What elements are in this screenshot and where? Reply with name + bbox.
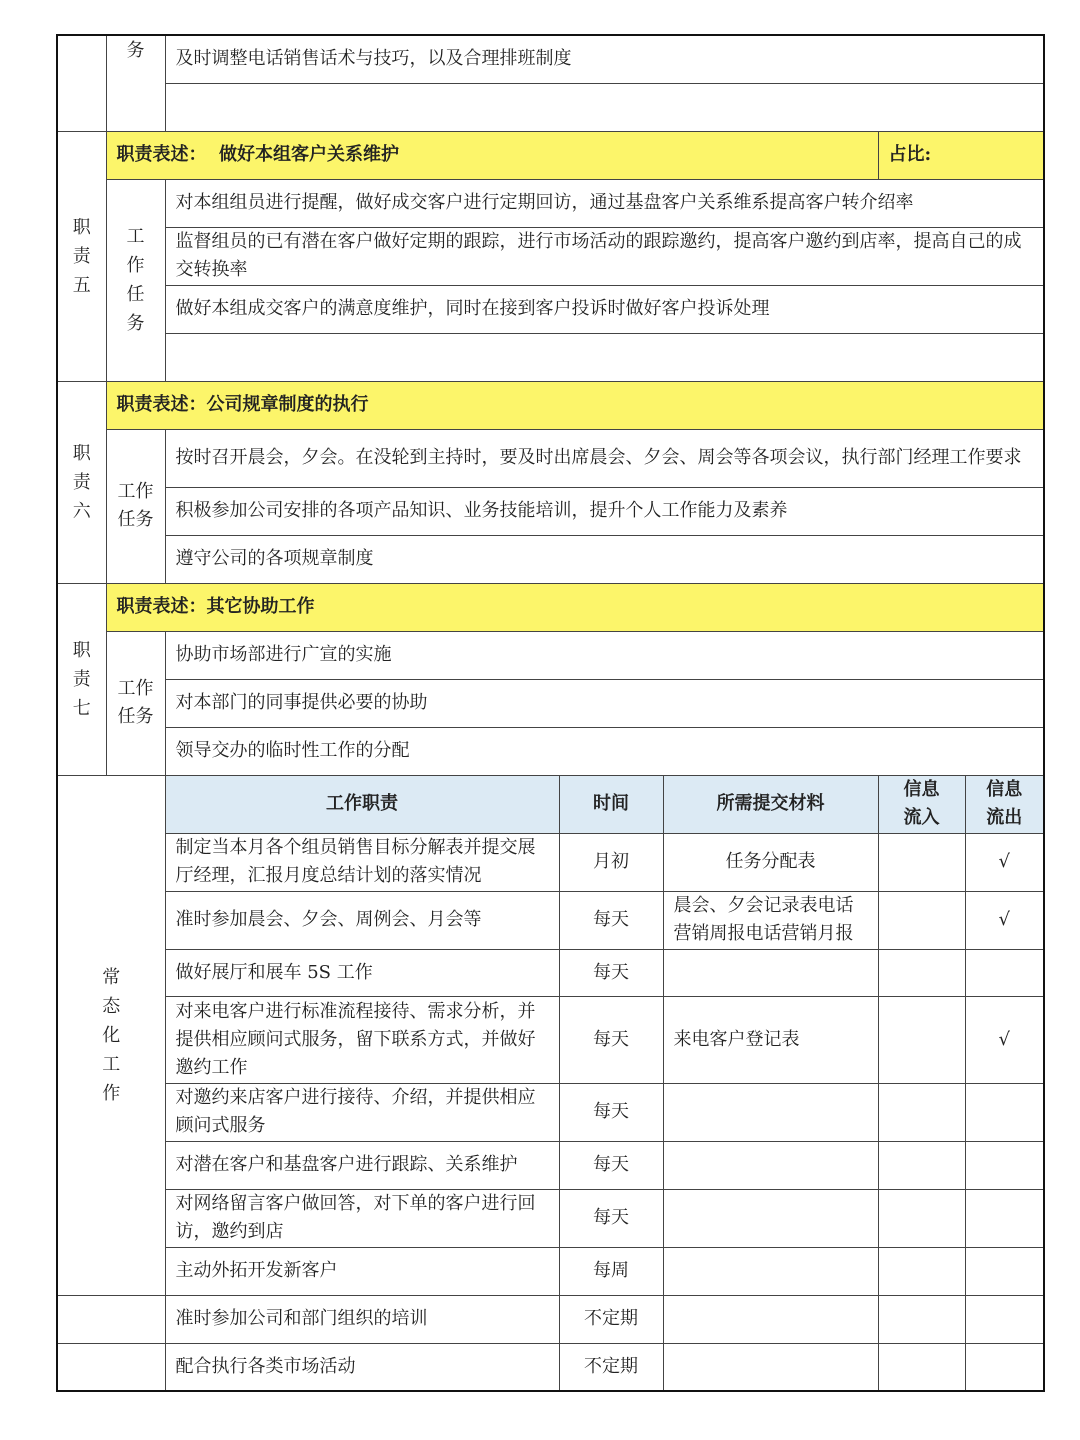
table-row xyxy=(57,1141,1044,1189)
task-item: 领导交办的临时性工作的分配 xyxy=(165,727,1044,775)
row-info-in xyxy=(878,1083,965,1141)
row-info-out xyxy=(965,949,1044,996)
table-row xyxy=(57,996,1044,1083)
row-duty: 对邀约来店客户进行接待、介绍，并提供相应顾问式服务 xyxy=(165,1083,559,1141)
duty-label-5: 职责五 xyxy=(57,131,106,381)
row-duty: 做好展厅和展车 5S 工作 xyxy=(165,949,559,996)
row-materials xyxy=(663,1189,878,1247)
row-duty: 配合执行各类市场活动 xyxy=(165,1343,559,1391)
duty-label-7: 职责七 xyxy=(57,583,106,775)
table-row xyxy=(57,1343,1044,1391)
task-item: 对本部门的同事提供必要的协助 xyxy=(165,679,1044,727)
row-duty: 主动外拓开发新客户 xyxy=(165,1247,559,1295)
row-time: 每天 xyxy=(559,1189,663,1247)
table-row xyxy=(57,1295,1044,1343)
task-item: 及时调整电话销售话术与技巧，以及合理排班制度 xyxy=(165,35,1044,83)
task-item: 遵守公司的各项规章制度 xyxy=(165,535,1044,583)
row-info-out xyxy=(965,1247,1044,1295)
header-info-in: 信息流入 xyxy=(878,775,965,833)
row-materials: 来电客户登记表 xyxy=(663,996,878,1083)
table-row xyxy=(57,1247,1044,1295)
row-time: 每天 xyxy=(559,949,663,996)
statement-text: 做好本组客户关系维护 xyxy=(219,144,400,165)
table-row xyxy=(57,949,1044,996)
row-info-in xyxy=(878,1189,965,1247)
row-info-in xyxy=(878,1295,965,1343)
header-info-out: 信息流出 xyxy=(965,775,1044,833)
row-time: 每天 xyxy=(559,891,663,949)
task-label-7: 工作 任务 xyxy=(106,631,165,775)
row-time: 每天 xyxy=(559,996,663,1083)
statement-prefix: 职责表述： xyxy=(116,144,207,165)
row-materials xyxy=(663,1343,878,1391)
row-info-in xyxy=(878,833,965,891)
ratio-cell: 占比: xyxy=(878,131,1044,179)
task-label-5: 工作任务 xyxy=(106,179,165,381)
header-duty: 工作职责 xyxy=(165,775,559,833)
row-time: 每周 xyxy=(559,1247,663,1295)
row-info-out: √ xyxy=(965,891,1044,949)
row-materials xyxy=(663,1247,878,1295)
row-info-out xyxy=(965,1083,1044,1141)
table-row xyxy=(57,1189,1044,1247)
task-item: 协助市场部进行广宣的实施 xyxy=(165,631,1044,679)
header-materials: 所需提交材料 xyxy=(663,775,878,833)
row-info-out xyxy=(965,1189,1044,1247)
task-label-6: 工作 任务 xyxy=(106,429,165,583)
row-duty: 对网络留言客户做回答，对下单的客户进行回访，邀约到店 xyxy=(165,1189,559,1247)
row-time: 不定期 xyxy=(559,1343,663,1391)
row-duty: 制定当本月各个组员销售目标分解表并提交展厅经理，汇报月度总结计划的落实情况 xyxy=(165,833,559,891)
row-time: 不定期 xyxy=(559,1295,663,1343)
task-item: 监督组员的已有潜在客户做好定期的跟踪，进行市场活动的跟踪邀约，提高客户邀约到店率，提高自己的成交转换率 xyxy=(165,227,1044,285)
task-item xyxy=(165,83,1044,131)
row-time: 每天 xyxy=(559,1141,663,1189)
row-info-in xyxy=(878,891,965,949)
row-info-out xyxy=(965,1295,1044,1343)
task-item: 积极参加公司安排的各项产品知识、业务技能培训，提升个人工作能力及素养 xyxy=(165,487,1044,535)
task-item xyxy=(165,333,1044,381)
duty-statement-7: 职责表述：其它协助工作 xyxy=(106,583,1044,631)
row-duty: 对来电客户进行标准流程接待、需求分析，并提供相应顾问式服务，留下联系方式，并做好邀约工作 xyxy=(165,996,559,1083)
job-description-table xyxy=(56,34,1045,1392)
row-materials xyxy=(663,1141,878,1189)
row-duty: 对潜在客户和基盘客户进行跟踪、关系维护 xyxy=(165,1141,559,1189)
duty-statement-5 xyxy=(106,131,878,179)
row-label-empty xyxy=(57,1295,165,1343)
row-info-in xyxy=(878,1141,965,1189)
duty-label-prev xyxy=(57,35,106,131)
row-info-out: √ xyxy=(965,996,1044,1083)
row-time: 月初 xyxy=(559,833,663,891)
task-label-prev: 务 xyxy=(106,35,165,131)
routine-label: 常态化工作 xyxy=(57,775,165,1295)
row-duty: 准时参加晨会、夕会、周例会、月会等 xyxy=(165,891,559,949)
table-row xyxy=(57,833,1044,891)
row-info-out xyxy=(965,1141,1044,1189)
row-info-out: √ xyxy=(965,833,1044,891)
row-materials xyxy=(663,949,878,996)
row-info-in xyxy=(878,996,965,1083)
row-info-out xyxy=(965,1343,1044,1391)
row-info-in xyxy=(878,949,965,996)
row-info-in xyxy=(878,1247,965,1295)
row-materials: 任务分配表 xyxy=(663,833,878,891)
row-materials xyxy=(663,1083,878,1141)
header-time: 时间 xyxy=(559,775,663,833)
task-item: 做好本组成交客户的满意度维护，同时在接到客户投诉时做好客户投诉处理 xyxy=(165,285,1044,333)
task-item: 对本组组员进行提醒，做好成交客户进行定期回访，通过基盘客户关系维系提高客户转介绍率 xyxy=(165,179,1044,227)
row-label-empty xyxy=(57,1343,165,1391)
row-duty: 准时参加公司和部门组织的培训 xyxy=(165,1295,559,1343)
table-row xyxy=(57,891,1044,949)
duty-statement-6: 职责表述：公司规章制度的执行 xyxy=(106,381,1044,429)
task-item: 按时召开晨会，夕会。在没轮到主持时，要及时出席晨会、夕会、周会等各项会议，执行部门经理工作要求 xyxy=(165,429,1044,487)
row-materials xyxy=(663,1295,878,1343)
row-materials: 晨会、夕会记录表电话营销周报电话营销月报 xyxy=(663,891,878,949)
row-info-in xyxy=(878,1343,965,1391)
table-row xyxy=(57,1083,1044,1141)
duty-label-6: 职责六 xyxy=(57,381,106,583)
row-time: 每天 xyxy=(559,1083,663,1141)
